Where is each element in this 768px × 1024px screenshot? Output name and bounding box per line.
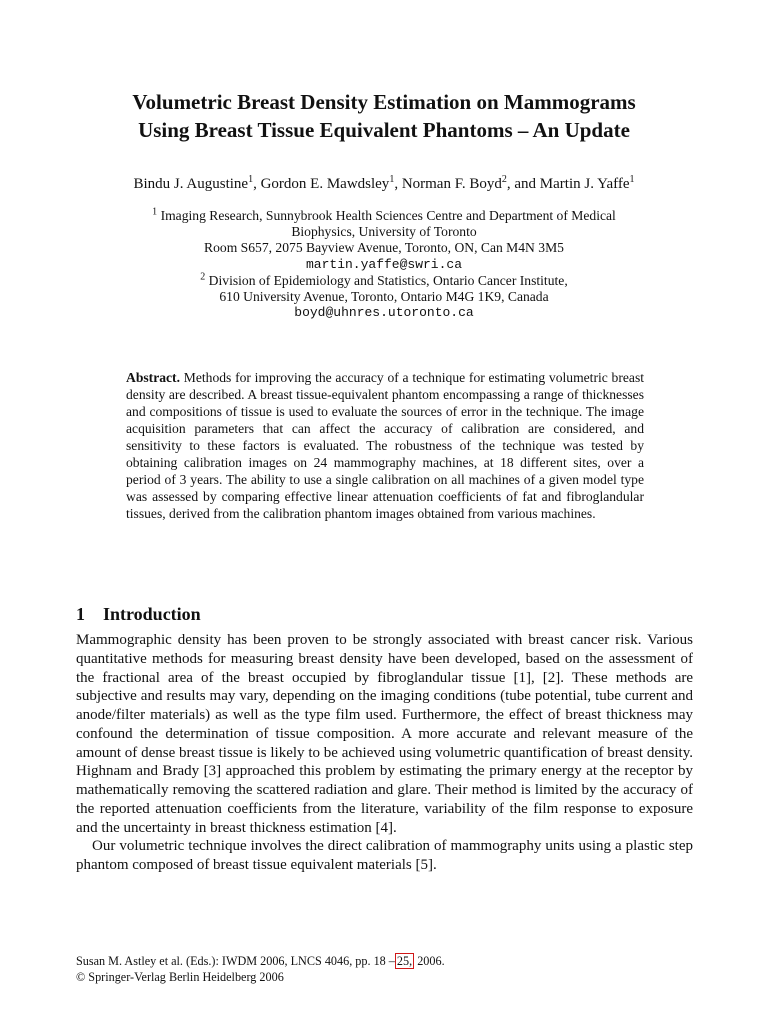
abstract-label: Abstract. — [126, 370, 180, 385]
section-number: 1 — [76, 604, 85, 624]
citation-line — [76, 953, 693, 969]
author-name: Gordon E. Mawdsley — [260, 176, 390, 192]
author-separator: , and — [506, 176, 540, 192]
title-line-1: Volumetric Breast Density Estimation on Mammograms — [132, 90, 636, 114]
paragraph: Mammographic density has been proven to be strongly associated with breast cancer risk. Various quantitative methods for measuring breast density have been developed, based on the assessment of the fractional area of the breast occupied by fibroglandular tissue [1], [2]. These methods are subjective and results may vary, depending on the imaging conditions (tube potential, tube current and anode/filter materials) as well as the type film used. Furthermore, the effect of breast thickness may confound the determination of tissue composition. A more accurate and relevant measure of the amount of dense breast tissue is likely to be achieved using volumetric quantification of breast density. Highnam and Brady [3] approached this problem by estimating the primary energy at the receptor by mathematically removing the scattered radiation and glare. Their method is limited by the accuracy of the reported attenuation coefficients from the literature, variability of the film response to exposure and the uncertainty in breast thickness estimation [4]. — [76, 632, 693, 836]
introduction-body — [76, 631, 693, 875]
affiliation-1-text: Imaging Research, Sunnybrook Health Sciences Centre and Department of Medical — [160, 208, 616, 223]
citation-text: Susan M. Astley et al. (Eds.): IWDM 2006, LNCS 4046, pp. 18 – — [76, 954, 395, 968]
page-footer — [76, 953, 693, 985]
author-list — [0, 174, 768, 194]
affiliation-2-line-2: 610 University Avenue, Toronto, Ontario M4G 1K9, Canada — [219, 289, 549, 305]
author-name: Bindu J. Augustine — [133, 176, 249, 192]
affiliation-1-line-3: Room S657, 2075 Bayview Avenue, Toronto, ON, Can M4N 3M5 — [204, 240, 564, 256]
citation-year: 2006. — [414, 954, 445, 968]
affiliation-1-email[interactable]: martin.yaffe@swri.ca — [305, 256, 463, 272]
title-line-2: Using Breast Tissue Equivalent Phantoms – An Update — [138, 118, 630, 142]
author-name: Martin J. Yaffe — [539, 176, 630, 192]
affiliation-2-line-1 — [0, 273, 768, 289]
affiliation-1-mark: 1 — [152, 206, 158, 218]
page-range-link[interactable]: 25, — [396, 954, 413, 968]
copyright-line: © Springer-Verlag Berlin Heidelberg 2006 — [76, 970, 284, 984]
paragraph: Our volumetric technique involves the direct calibration of mammography units using a plastic step phantom composed of breast tissue equivalent materials [5]. — [76, 838, 693, 873]
author-affil-mark: 1 — [389, 174, 395, 185]
affiliation-1-line-1 — [0, 208, 768, 224]
author-affil-mark: 1 — [629, 174, 635, 185]
affiliation-1-line-2: Biophysics, University of Toronto — [291, 224, 477, 240]
author-affil-mark: 2 — [501, 174, 507, 185]
author-affil-mark: 1 — [248, 174, 254, 185]
abstract — [126, 369, 644, 522]
author-separator: , — [394, 176, 402, 192]
affiliation-2-mark: 2 — [200, 271, 206, 283]
affiliation-2-text: Division of Epidemiology and Statistics, Ontario Cancer Institute, — [208, 272, 568, 288]
section-heading — [76, 602, 201, 626]
paper-title — [0, 88, 768, 144]
affiliation-2-email[interactable]: boyd@uhnres.utoronto.ca — [294, 305, 474, 321]
author-name: Norman F. Boyd — [401, 176, 502, 192]
affiliations — [0, 208, 768, 321]
author-separator: , — [253, 176, 261, 192]
abstract-text: Methods for improving the accuracy of a technique for estimating volumetric breast density are described. A breast tissue-equivalent phantom encompassing a range of thicknesses and compositions of tissue is used to evaluate the sources of error in the technique. The image acquisition parameters that can affect the accuracy of calibration are considered, and sensitivity to these factors is evaluated. The robustness of the technique was tested by obtaining calibration images on 24 mammography machines, at 18 different sites, over a period of 3 years. The ability to use a single calibration on all machines of a given model type was assessed by comparing effective linear attenuation coefficients of fat and fibroglandular tissues, derived from the calibration phantom images obtained from various machines. — [126, 370, 645, 521]
section-title: Introduction — [103, 604, 201, 624]
